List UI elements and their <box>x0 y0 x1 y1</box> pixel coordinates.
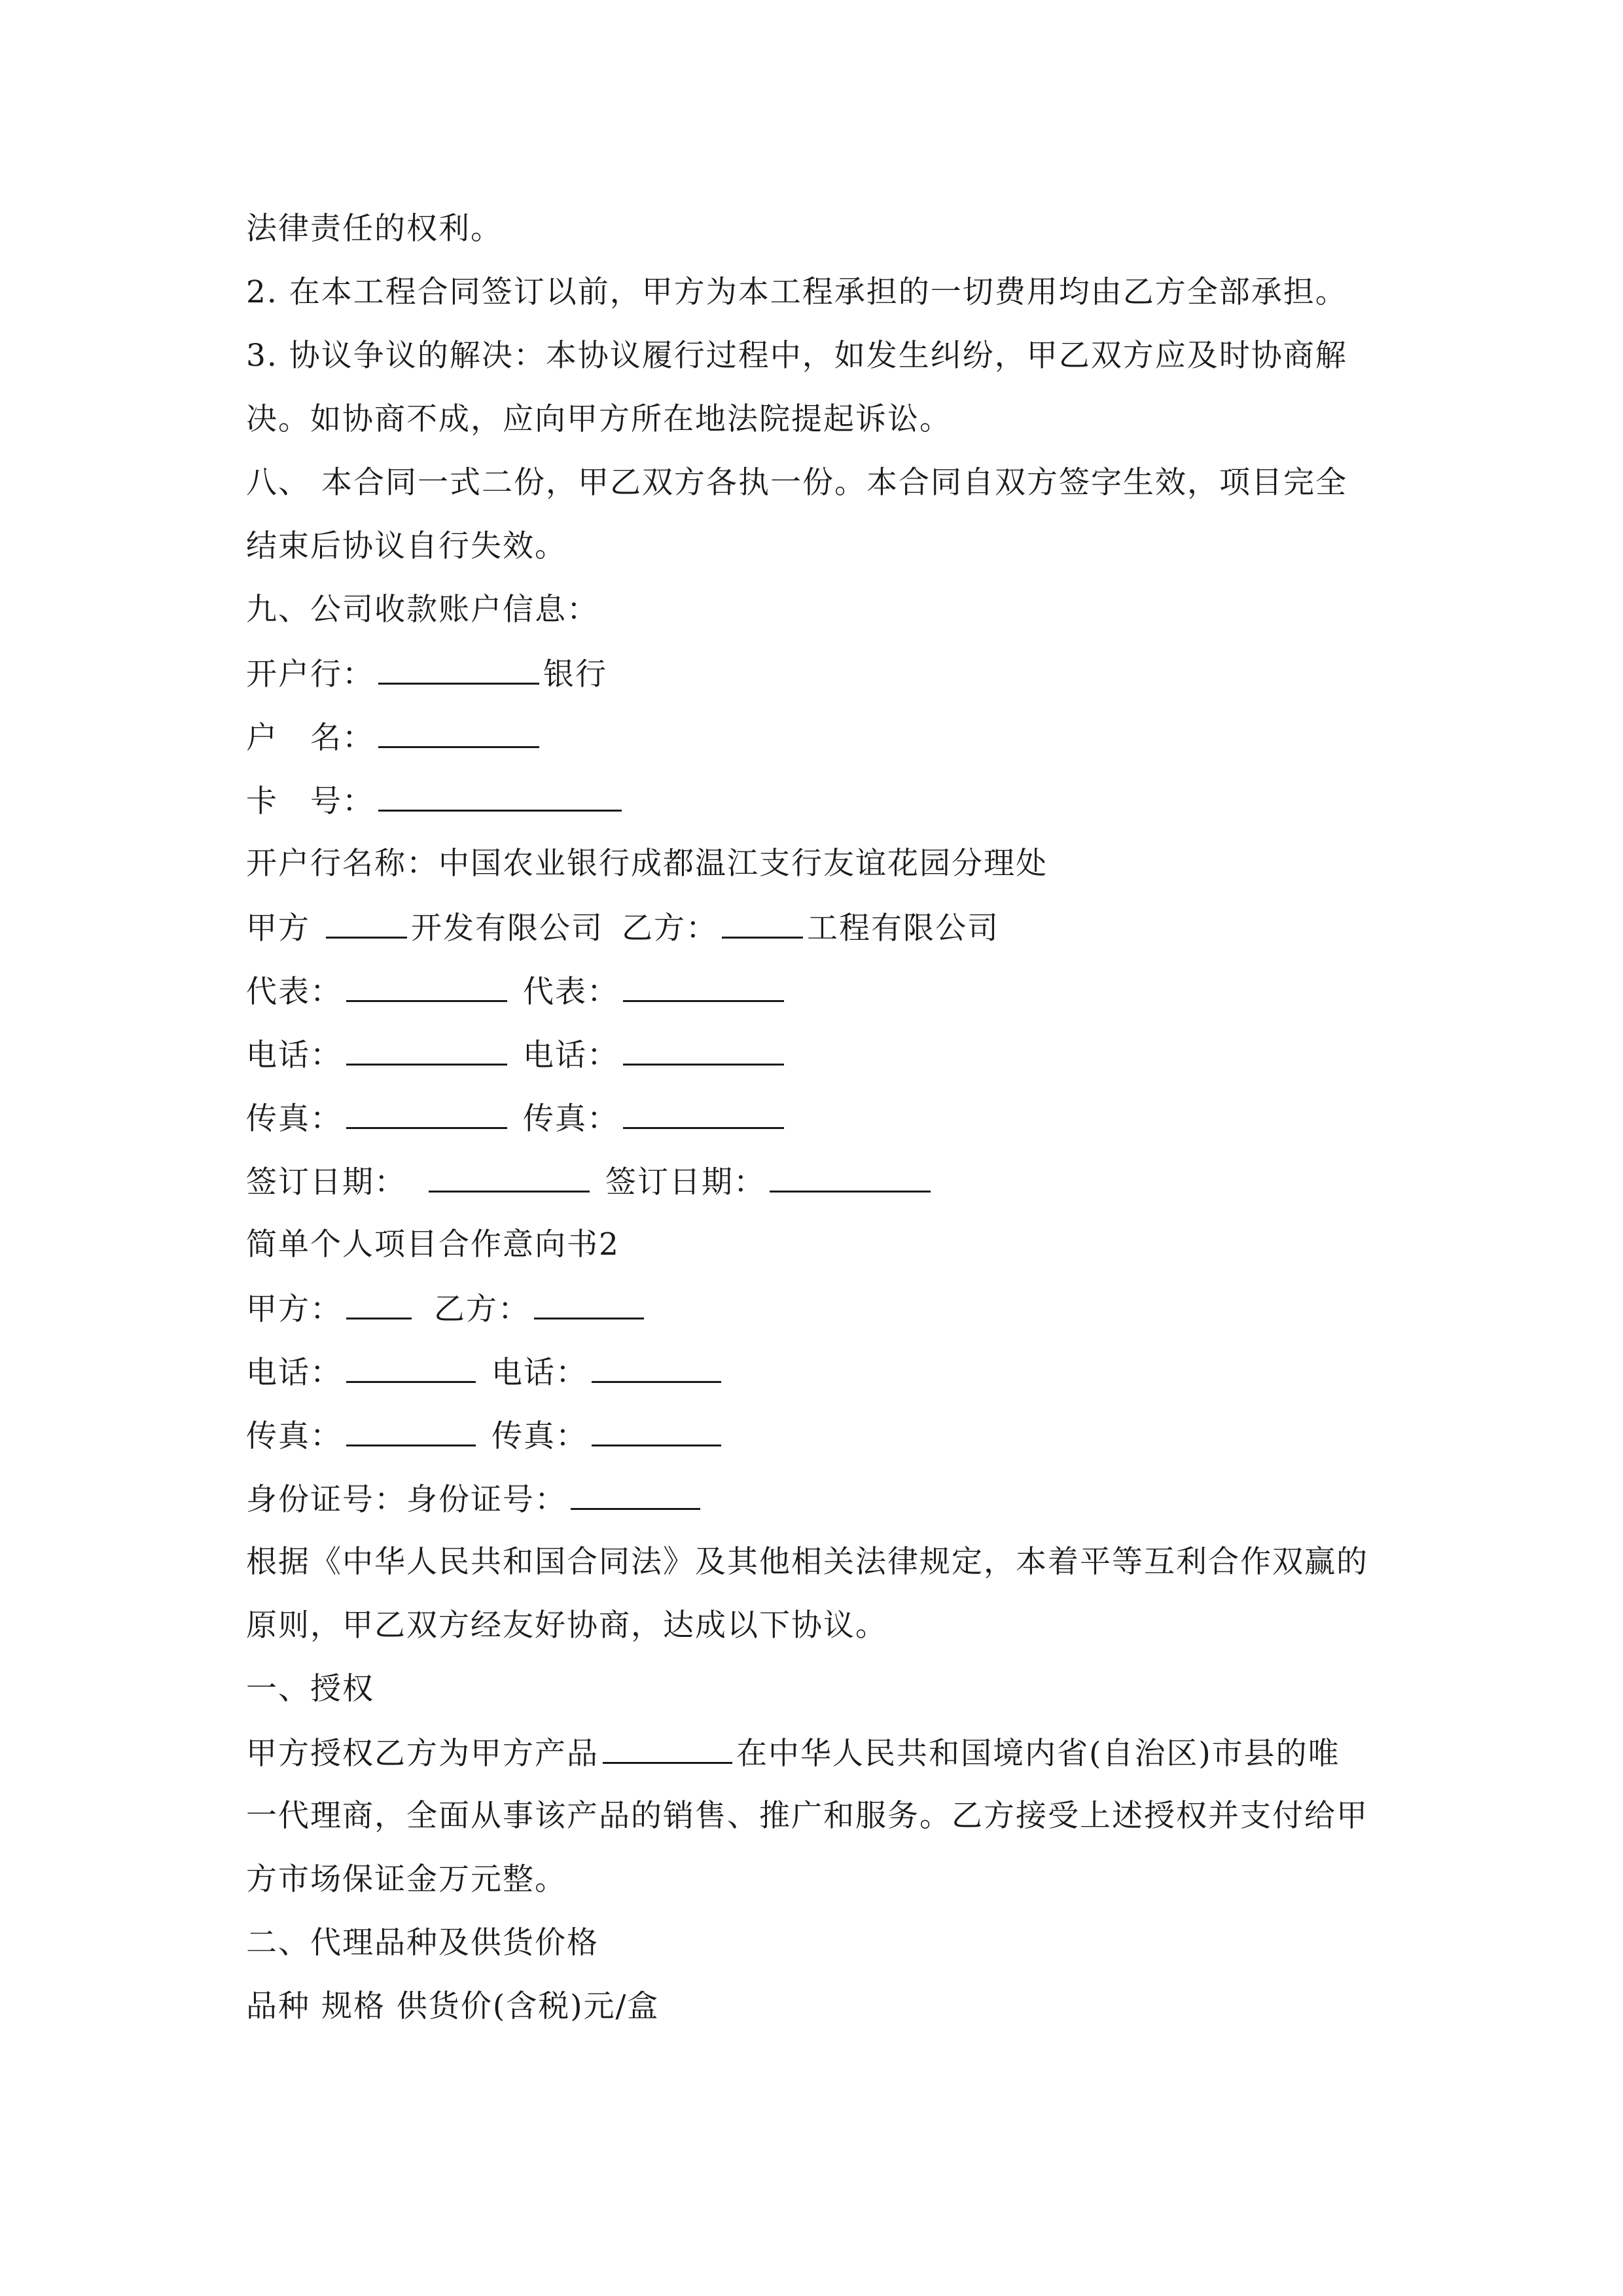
id-number-line <box>246 1479 704 1518</box>
party-b-label: 乙方： <box>622 910 718 946</box>
rep-b-label: 代表： <box>523 974 619 1010</box>
product-blank[interactable] <box>603 1733 732 1764</box>
tel-b-blank[interactable] <box>623 1035 784 1066</box>
price-table-header: 品种 规格 供货价(含税)元/盒 <box>246 1988 660 2024</box>
fax-b-blank[interactable] <box>623 1098 784 1129</box>
authorization-text-b: 在中华人民共和国境内省(自治区)市县的唯 <box>736 1736 1340 1772</box>
tel-b-blank-2[interactable] <box>592 1352 721 1383</box>
section-2-heading: 二、代理品种及供货价格 <box>246 1925 599 1961</box>
authorization-line-3: 方市场保证金万元整。 <box>246 1861 567 1897</box>
bank-blank[interactable] <box>378 654 539 685</box>
fax-a-label-2: 传真： <box>246 1418 342 1454</box>
rep-b-blank[interactable] <box>623 971 784 1002</box>
rep-a-blank[interactable] <box>346 971 507 1002</box>
phone-line <box>246 1035 788 1074</box>
preamble-line-1: 根据《中华人民共和国合同法》及其他相关法律规定，本着平等互利合作双赢的 <box>246 1544 1368 1580</box>
bank-suffix: 银行 <box>543 656 607 692</box>
bank-line <box>246 654 607 693</box>
authorization-text-a: 甲方授权乙方为甲方产品 <box>246 1736 599 1772</box>
fax-b-label-2: 传真： <box>491 1418 588 1454</box>
tel-b-label: 电话： <box>523 1037 619 1073</box>
fax-b-label: 传真： <box>523 1101 619 1137</box>
text-line: 结束后协议自行失效。 <box>246 528 567 564</box>
sign-a-label: 签订日期： <box>246 1164 406 1200</box>
card-number-line <box>246 781 626 820</box>
bank-label: 开户行： <box>246 656 374 692</box>
party-b-blank[interactable] <box>722 908 803 939</box>
representative-line <box>246 971 788 1011</box>
sign-b-label: 签订日期： <box>605 1164 766 1200</box>
card-number-label: 卡 号： <box>246 783 374 819</box>
text-line: 决。如协商不成，应向甲方所在地法院提起诉讼。 <box>246 401 952 437</box>
fax-line-2 <box>246 1416 725 1455</box>
id-b-label: 身份证号： <box>406 1482 567 1518</box>
fax-a-blank-2[interactable] <box>346 1416 476 1446</box>
party-a-label-2: 甲方： <box>246 1291 342 1327</box>
section-9-heading: 九、公司收款账户信息： <box>246 592 599 628</box>
account-name-label: 户 名： <box>246 720 374 756</box>
party-a-blank-2[interactable] <box>346 1289 412 1319</box>
authorization-line-2: 一代理商，全面从事该产品的销售、推广和服务。乙方接受上述授权并支付给甲 <box>246 1798 1368 1834</box>
party-a-company: 开发有限公司 <box>411 910 603 946</box>
party-a-label: 甲方 <box>246 910 310 946</box>
account-name-blank[interactable] <box>378 717 539 748</box>
clause-3: 3. 协议争议的解决：本协议履行过程中，如发生纠纷，甲乙双方应及时协商解 <box>246 338 1347 374</box>
fax-a-label: 传真： <box>246 1101 342 1137</box>
id-a-label: 身份证号： <box>246 1482 406 1518</box>
card-number-blank[interactable] <box>378 781 622 812</box>
party-b-blank-2[interactable] <box>534 1289 644 1319</box>
sign-a-blank[interactable] <box>429 1162 590 1193</box>
tel-a-blank[interactable] <box>346 1035 507 1066</box>
party-b-label-2: 乙方： <box>434 1291 530 1327</box>
phone-line-2 <box>246 1352 725 1391</box>
parties-line <box>246 908 999 947</box>
clause-2: 2. 在本工程合同签订以前，甲方为本工程承担的一切费用均由乙方全部承担。 <box>246 274 1347 310</box>
section-1-heading: 一、授权 <box>246 1671 374 1707</box>
bank-full-name: 开户行名称：中国农业银行成都温江支行友谊花园分理处 <box>246 846 1048 882</box>
sign-date-line <box>246 1162 935 1201</box>
tel-b-label-2: 电话： <box>491 1355 588 1391</box>
party-b-company: 工程有限公司 <box>807 910 999 946</box>
fax-line <box>246 1098 788 1138</box>
rep-a-label: 代表： <box>246 974 342 1010</box>
party-a-blank[interactable] <box>326 908 407 939</box>
document-title: 简单个人项目合作意向书2 <box>246 1227 620 1263</box>
preamble-line-2: 原则，甲乙双方经友好协商，达成以下协议。 <box>246 1607 887 1643</box>
tel-a-label-2: 电话： <box>246 1355 342 1391</box>
text-line: 法律责任的权利。 <box>246 211 503 247</box>
section-8: 八、 本合同一式二份，甲乙双方各执一份。本合同自双方签字生效，项目完全 <box>246 465 1347 501</box>
parties-line-2 <box>246 1289 648 1328</box>
authorization-line-1 <box>246 1733 1340 1772</box>
account-name-line <box>246 717 543 757</box>
tel-a-label: 电话： <box>246 1037 342 1073</box>
fax-b-blank-2[interactable] <box>592 1416 721 1446</box>
id-blank[interactable] <box>571 1479 700 1510</box>
tel-a-blank-2[interactable] <box>346 1352 476 1383</box>
fax-a-blank[interactable] <box>346 1098 507 1129</box>
sign-b-blank[interactable] <box>770 1162 931 1193</box>
